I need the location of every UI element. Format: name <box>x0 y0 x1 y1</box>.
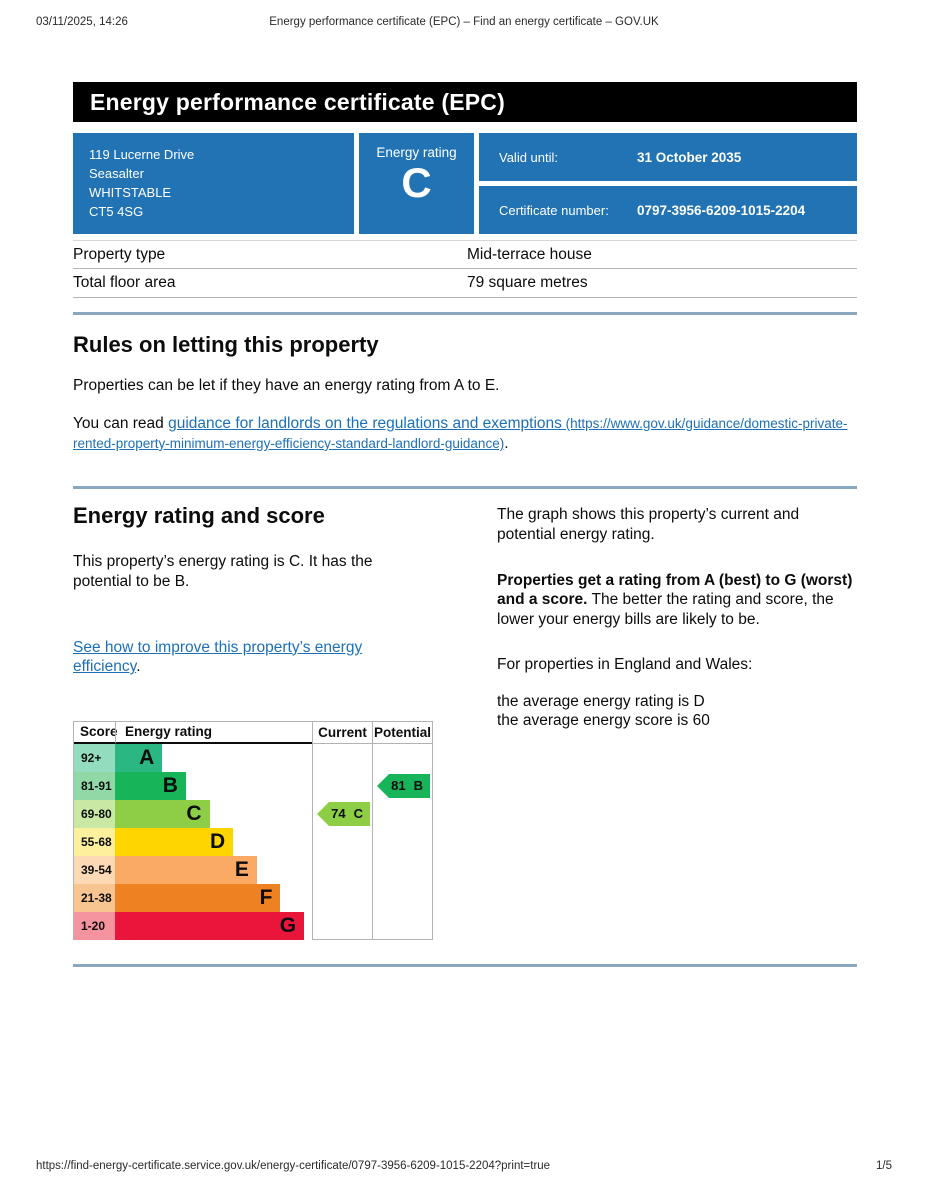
property-type-label: Property type <box>73 245 166 263</box>
landlord-guidance-link[interactable] <box>73 415 848 452</box>
epc-band-row-c <box>74 800 432 828</box>
section-divider <box>73 486 857 489</box>
band-score-range: 81-91 <box>74 772 115 800</box>
certificate-validity-panel <box>479 133 857 234</box>
guidance-paragraph <box>73 414 857 454</box>
rating-left-column <box>73 503 433 939</box>
marker-label: 74 C <box>329 802 370 826</box>
marker-arrow-tip <box>317 802 329 826</box>
score-column-header: Score <box>74 722 115 744</box>
band-bar-cell <box>115 856 312 884</box>
property-facts-table <box>73 240 857 298</box>
current-rating-cell <box>312 884 372 912</box>
energy-rating-value: C <box>401 159 432 206</box>
valid-until-value: 31 October 2035 <box>637 149 742 165</box>
rating-heading: Energy rating and score <box>73 503 325 529</box>
epc-band-row-d <box>74 828 432 856</box>
valid-until-row <box>479 133 857 181</box>
floor-area-value: 79 square metres <box>467 274 588 291</box>
property-address <box>73 133 354 234</box>
guidance-suffix: . <box>504 434 509 452</box>
rating-marker-b <box>377 774 430 798</box>
improve-link-wrap <box>73 638 433 677</box>
table-row <box>73 269 857 298</box>
section-divider <box>73 312 857 315</box>
current-rating-cell <box>312 912 372 940</box>
band-bar-f: F <box>115 884 280 912</box>
band-bar-e: E <box>115 856 257 884</box>
band-score-range: 39-54 <box>74 856 115 884</box>
address-line-1: 119 Lucerne Drive <box>89 147 195 162</box>
current-rating-cell <box>312 800 372 828</box>
band-bar-a: A <box>115 744 162 772</box>
table-row <box>73 240 857 269</box>
epc-band-row-e <box>74 856 432 884</box>
band-bar-d: D <box>115 828 233 856</box>
current-rating-cell <box>312 744 372 772</box>
browser-print-footer <box>36 1160 892 1172</box>
current-rating-cell <box>312 772 372 800</box>
improve-link-suffix: . <box>136 658 141 676</box>
rating-explainer-bold: Properties get a rating from A (best) to G (worst) and a score. <box>497 571 853 609</box>
certificate-number-value: 0797-3956-6209-1015-2204 <box>637 202 806 218</box>
epc-band-row-g <box>74 912 432 940</box>
rating-marker-c <box>317 802 370 826</box>
potential-rating-cell <box>372 884 432 912</box>
band-bar-b: B <box>115 772 186 800</box>
address-line-4: CT5 4SG <box>89 203 144 219</box>
energy-rating-label: Energy rating <box>376 145 457 160</box>
epc-chart-body <box>74 744 432 940</box>
epc-band-row-a <box>74 744 432 772</box>
epc-band-row-f <box>74 884 432 912</box>
potential-rating-cell <box>372 800 432 828</box>
epc-band-row-b <box>74 772 432 800</box>
band-bar-c: C <box>115 800 210 828</box>
marker-arrow-tip <box>377 774 389 798</box>
rating-explainer-rest: The better the rating and score, the lower your energy bills are likely to be. <box>497 591 834 628</box>
energy-rating-column-header: Energy rating <box>115 722 312 744</box>
band-bar-cell <box>115 828 312 856</box>
rating-right-column <box>497 503 857 939</box>
marker-label: 81 B <box>389 774 430 798</box>
epc-chart-header <box>74 722 432 744</box>
band-bar-cell <box>115 800 312 828</box>
epc-rating-chart <box>73 721 433 940</box>
certificate-number-row <box>479 186 857 234</box>
guidance-prefix: You can read <box>73 414 169 432</box>
potential-column-header: Potential <box>372 722 432 744</box>
floor-area-label: Total floor area <box>73 274 176 291</box>
certificate-summary-box <box>73 133 857 233</box>
potential-rating-cell <box>372 772 432 800</box>
rating-explainer <box>497 571 857 630</box>
certificate-title: Energy performance certificate (EPC) <box>90 88 505 115</box>
print-document-title: Energy performance certificate (EPC) – Find an energy certificate – GOV.UK <box>269 16 659 28</box>
band-bar-cell <box>115 912 312 940</box>
landlord-guidance-link-url: (https://www.gov.uk/guidance/domestic-private-rented-property-minimum-energy-efficiency-standard-landlord-guidance) <box>73 415 848 451</box>
browser-print-header <box>0 16 928 32</box>
property-type-value: Mid-terrace house <box>467 245 592 263</box>
certificate-page <box>73 82 857 967</box>
band-bar-cell <box>115 884 312 912</box>
band-bar-cell <box>115 744 312 772</box>
page-indicator: 1/5 <box>876 1160 892 1172</box>
band-bar-g: G <box>115 912 304 940</box>
average-score-line: the average energy score is 60 <box>497 712 710 730</box>
improve-efficiency-link[interactable]: See how to improve this property’s energy efficiency <box>73 638 363 676</box>
band-score-range: 55-68 <box>74 828 115 856</box>
landlord-guidance-link-text: guidance for landlords on the regulations and exemptions <box>168 414 562 432</box>
band-score-range: 69-80 <box>74 800 115 828</box>
graph-description: The graph shows this property’s current and potential energy rating. <box>497 506 800 543</box>
rules-paragraph: Properties can be let if they have an energy rating from A to E. <box>73 377 500 394</box>
average-rating-line: the average energy rating is D <box>497 692 705 710</box>
section-divider <box>73 964 857 967</box>
band-score-range: 1-20 <box>74 912 115 940</box>
energy-rating-panel <box>359 133 474 234</box>
current-column-header: Current <box>312 722 372 744</box>
band-bar-cell <box>115 772 312 800</box>
rules-heading: Rules on letting this property <box>73 332 379 357</box>
print-date: 03/11/2025, 14:26 <box>36 16 128 28</box>
potential-rating-cell <box>372 856 432 884</box>
rules-on-letting-section <box>73 332 857 453</box>
address-line-2: Seasalter <box>89 165 144 181</box>
energy-rating-section <box>73 503 857 939</box>
current-rating-cell <box>312 856 372 884</box>
certificate-number-label: Certificate number: <box>499 202 609 218</box>
potential-rating-cell <box>372 912 432 940</box>
band-score-range: 21-38 <box>74 884 115 912</box>
england-wales-intro: For properties in England and Wales: <box>497 656 753 674</box>
band-score-range: 92+ <box>74 744 115 772</box>
valid-until-label: Valid until: <box>499 149 559 165</box>
potential-rating-cell <box>372 744 432 772</box>
certificate-banner <box>73 82 857 122</box>
rating-intro: This property’s energy rating is C. It has the potential to be B. <box>73 553 373 590</box>
address-line-3: WHITSTABLE <box>89 184 172 200</box>
footer-url: https://find-energy-certificate.service.gov.uk/energy-certificate/0797-3956-6209-1015-2204?print=true <box>36 1160 551 1172</box>
current-rating-cell <box>312 828 372 856</box>
potential-rating-cell <box>372 828 432 856</box>
